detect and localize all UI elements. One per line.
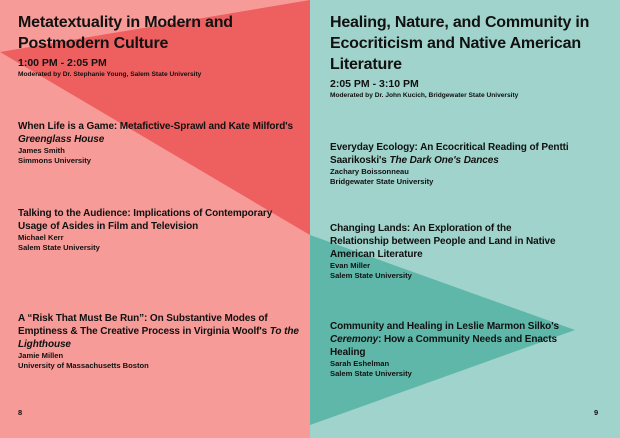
talk-item: [330, 320, 592, 378]
talk-speaker: Michael Kerr: [18, 233, 64, 242]
talk-affiliation: Salem State University: [330, 368, 412, 378]
talk-item: [18, 207, 288, 252]
talk-item: [18, 312, 300, 370]
page-number: 8: [18, 408, 23, 417]
talk-title: Everyday Ecology: An Ecocritical Reading of Pentti Saarikoski's The Dark One's Dances: [330, 142, 569, 166]
talk-affiliation: University of Massachusetts Boston: [18, 360, 149, 370]
talk-affiliation: Salem State University: [18, 242, 100, 252]
talk-item: [18, 120, 308, 165]
talk-affiliation: Salem State University: [330, 270, 412, 280]
talk-speaker: Zachary Boissonneau: [330, 167, 409, 176]
talk-speaker: Evan Miller: [330, 261, 371, 270]
talk-speaker: Jamie Millen: [18, 351, 64, 360]
talk-affiliation: Simmons University: [18, 155, 92, 165]
session-moderator: Moderated by Dr. John Kucich, Bridgewater State University: [330, 92, 519, 99]
talk-affiliation: Bridgewater State University: [330, 176, 434, 186]
left-session: [18, 12, 302, 370]
session-time: 2:05 PM - 3:10 PM: [330, 78, 419, 90]
session-title: Healing, Nature, and Community in Ecocriticism and Native American Literature: [330, 14, 590, 73]
talk-title: When Life is a Game: Metafictive-Sprawl and Kate Milford's Greenglass House: [18, 121, 293, 145]
session-time: 1:00 PM - 2:05 PM: [18, 57, 107, 69]
right-session: [330, 12, 612, 378]
talk-item: [330, 222, 570, 280]
talk-item: [330, 141, 612, 186]
talk-speaker: James Smith: [18, 146, 65, 155]
session-moderator: Moderated by Dr. Stephanie Young, Salem State University: [18, 71, 202, 78]
talk-title: Talking to the Audience: Implications of Contemporary Usage of Asides in Film and Television: [18, 208, 273, 232]
session-title: Metatextuality in Modern and Postmodern Culture: [18, 14, 233, 52]
page-number: 9: [594, 408, 599, 417]
talk-title: Changing Lands: An Exploration of the Relationship between People and Land in Native American Literature: [330, 223, 556, 260]
talk-title: A “Risk That Must Be Run”: On Substantive Modes of Emptiness & The Creative Process in Virginia Woolf's To the Lighthouse: [18, 313, 299, 350]
right-page: [310, 0, 620, 438]
talk-speaker: Sarah Eshelman: [330, 359, 390, 368]
talk-title: Community and Healing in Leslie Marmon Silko's Ceremony: How a Community Needs and Enacts Healing: [330, 321, 559, 358]
